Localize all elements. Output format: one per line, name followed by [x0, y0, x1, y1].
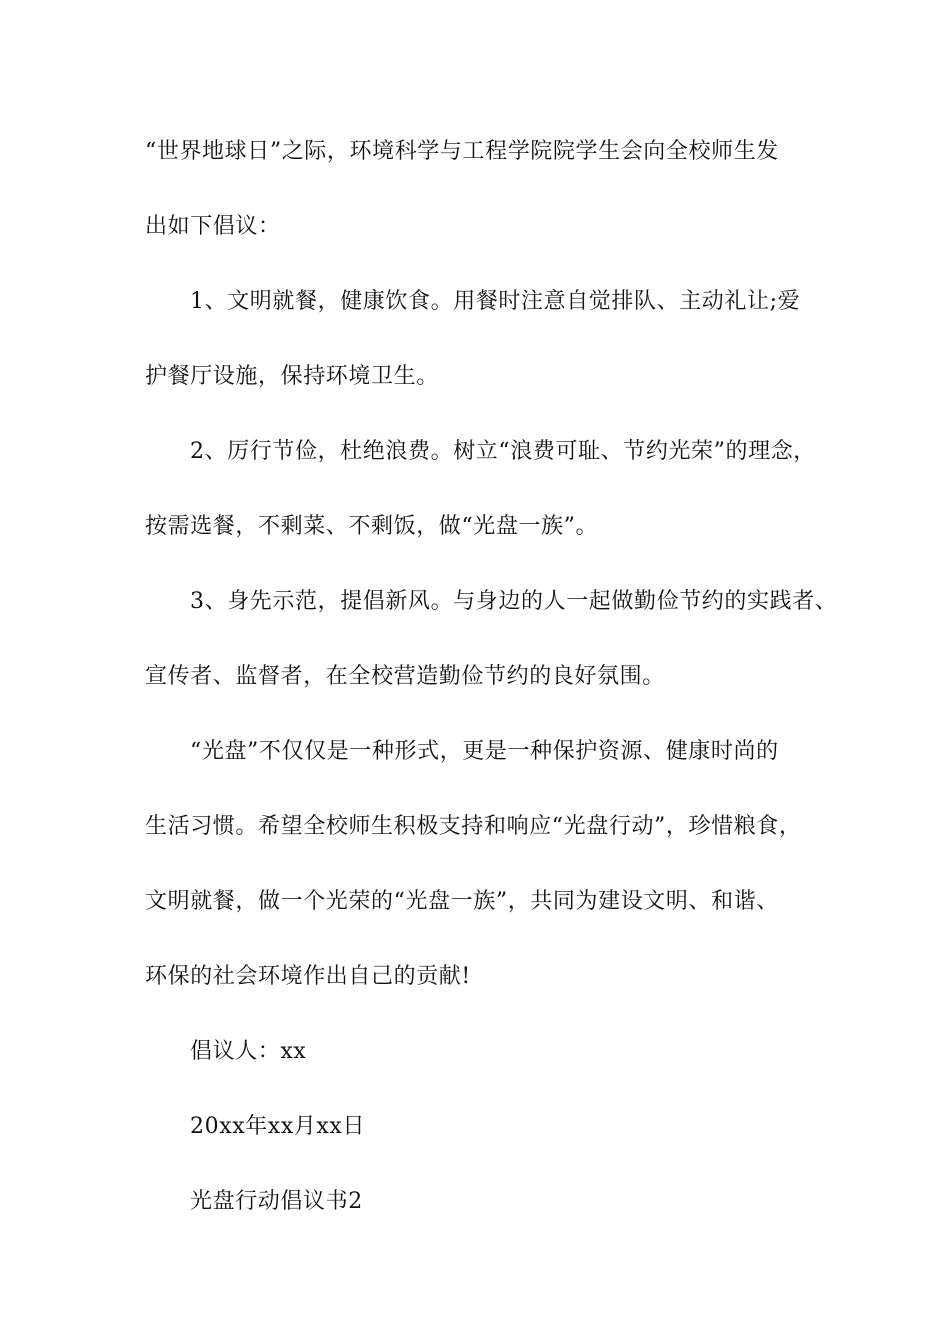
closing-line-1: “光盘”不仅仅是一种形式，更是一种保护资源、健康时尚的	[190, 739, 779, 764]
next-section-title: 光盘行动倡议书2	[190, 1189, 363, 1214]
item-3-line-2: 宣传者、监督者，在全校营造勤俭节约的良好氛围。	[145, 664, 665, 689]
item-1-line-2: 护餐厅设施，保持环境卫生。	[145, 364, 439, 389]
date-line: 20xx年xx月xx日	[190, 1114, 366, 1139]
item-3-line-1: 3、身先示范，提倡新风。与身边的人一起做勤俭节约的实践者、	[190, 589, 838, 614]
item-2-line-1: 2、厉行节俭，杜绝浪费。树立“浪费可耻、节约光荣”的理念，	[190, 439, 816, 464]
paragraph-intro-line-2: 出如下倡议：	[145, 214, 281, 239]
paragraph-intro-line-1: “世界地球日”之际，环境科学与工程学院院学生会向全校师生发	[145, 139, 779, 164]
closing-line-2: 生活习惯。希望全校师生积极支持和响应“光盘行动”，珍惜粮食，	[145, 814, 802, 839]
item-2-line-2: 按需选餐，不剩菜、不剩饭，做“光盘一族”。	[145, 514, 599, 539]
item-1-line-1: 1、文明就餐，健康饮食。用餐时注意自觉排队、主动礼让;爱	[190, 289, 801, 314]
closing-line-4: 环保的社会环境作出自己的贡献!	[145, 964, 471, 989]
closing-line-3: 文明就餐，做一个光荣的“光盘一族”，共同为建设文明、和谐、	[145, 889, 779, 914]
proposer-line: 倡议人：xx	[190, 1039, 307, 1064]
